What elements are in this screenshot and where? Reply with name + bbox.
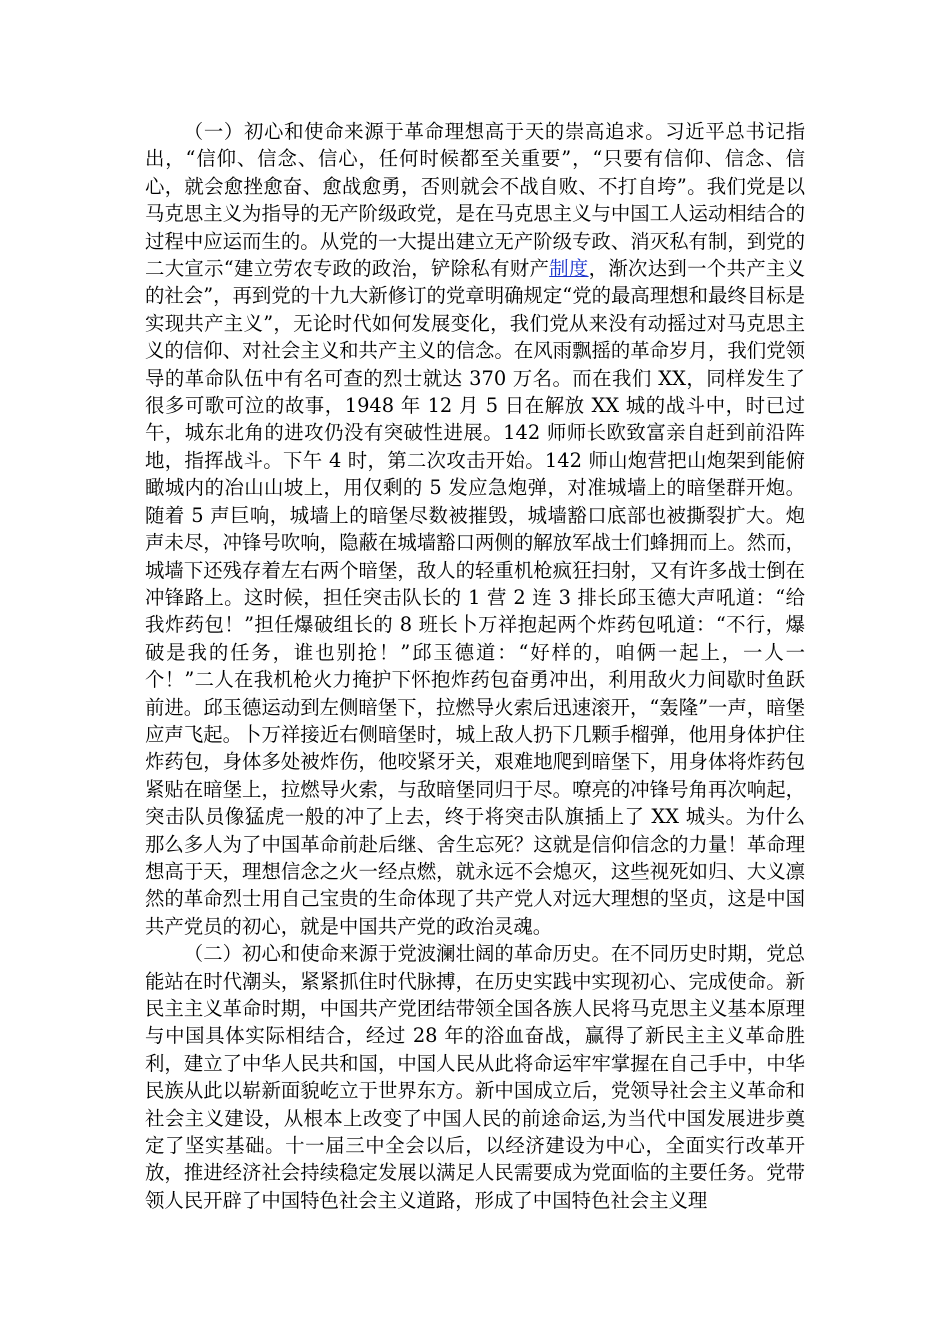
link-zhidu[interactable]: 制度 (549, 257, 589, 281)
paragraph-1 (145, 118, 805, 940)
paragraph-1-text-after-link: ，渐次达到一个共产主义的社会”，再到党的十九大新修订的党章明确规定“党的最高理想和最终目标是实现共产主义”，无论时代如何发展变化，我们党从来没有动摇过对马克思主义的信仰、对社会主义和共产主义的信念。在风雨飘摇的革命岁月，我们党领导的革命队伍中有名可查的烈士就达 370 万名。而在我们 XX，同样发生了很多可歌可泣的故事，1948 年 12 月 5 日在解放 XX 城的战斗中，时已过午，城东北角的进攻仍没有突破性进展。142 师师长欧致富亲自赶到前沿阵地，指挥战斗。下午 4 时，第二次攻击开始。142 师山炮营把山炮架到能俯瞰城内的冶山山坡上，用仅剩的 5 发应急炮弹，对准城墙上的暗堡群开炮。随着 5 声巨响，城墙上的暗堡尽数被摧毁，城墙豁口底部也被撕裂扩大。炮声未尽，冲锋号吹响，隐蔽在城墙豁口两侧的解放军战士们蜂拥而上。然而，城墙下还残存着左右两个暗堡，敌人的轻重机枪疯狂扫射，又有许多战士倒在冲锋路上。这时候，担任突击队长的 1 营 2 连 3 排长邱玉德大声吼道：“给我炸药包！”担任爆破组长的 8 班长卜万祥抱起两个炸药包吼道：“不行，爆破是我的任务，谁也别抢！”邱玉德道：“好样的，咱俩一起上，一人一个！”二人在我机枪火力掩护下怀抱炸药包奋勇冲出，利用敌火力间歇时鱼跃前进。邱玉德运动到左侧暗堡下，拉燃导火索后迅速滚开，“轰隆”一声，暗堡应声飞起。卜万祥接近右侧暗堡时，城上敌人扔下几颗手榴弹，他用身体护住炸药包，身体多处被炸伤，他咬紧牙关，艰难地爬到暗堡下，用身体将炸药包紧贴在暗堡上，拉燃导火索，与敌暗堡同归于尽。嘹亮的冲锋号角再次响起，突击队员像猛虎一般的冲了上去，终于将突击队旗插上了 XX 城头。为什么那么多人为了中国革命前赴后继、舍生忘死？这就是信仰信念的力量！革命理想高于天，理想信念之火一经点燃，就永远不会熄灭，这些视死如归、大义凛然的革命烈士用自己宝贵的生命体现了共产党人对远大理想的坚贞，这是中国共产党员的初心，就是中国共产党的政治灵魂。 (145, 257, 806, 938)
paragraph-2: （二）初心和使命来源于党波澜壮阔的革命历史。在不同历史时期，党总能站在时代潮头，紧紧抓住时代脉搏，在历史实践中实现初心、完成使命。新民主主义革命时期，中国共产党团结带领全国各族人民将马克思主义基本原理与中国具体实际相结合，经过 28 年的浴血奋战，赢得了新民主主义革命胜利，建立了中华人民共和国，中国人民从此将命运牢牢掌握在自己手中，中华民族从此以崭新面貌屹立于世界东方。新中国成立后，党领导社会主义革命和社会主义建设，从根本上改变了中国人民的前途命运,为当代中国发展进步奠定了坚实基础。十一届三中全会以后，以经济建设为中心，全面实行改革开放，推进经济社会持续稳定发展以满足人民需要成为党面临的主要任务。党带领人民开辟了中国特色社会主义道路，形成了中国特色社会主义理 (145, 942, 805, 1212)
document-body (145, 118, 805, 1214)
paragraph-1-text-before-link: （一）初心和使命来源于革命理想高于天的崇高追求。习近平总书记指出，“信仰、信念、信心，任何时候都至关重要”，“只要有信仰、信念、信心，就会愈挫愈奋、愈战愈勇，否则就会不战自败、不打自垮”。我们党是以马克思主义为指导的无产阶级政党，是在马克思主义与中国工人运动相结合的过程中应运而生的。从党的一大提出建立无产阶级专政、消灭私有制，到党的二大宣示“建立劳农专政的政治，铲除私有财产 (145, 120, 805, 281)
